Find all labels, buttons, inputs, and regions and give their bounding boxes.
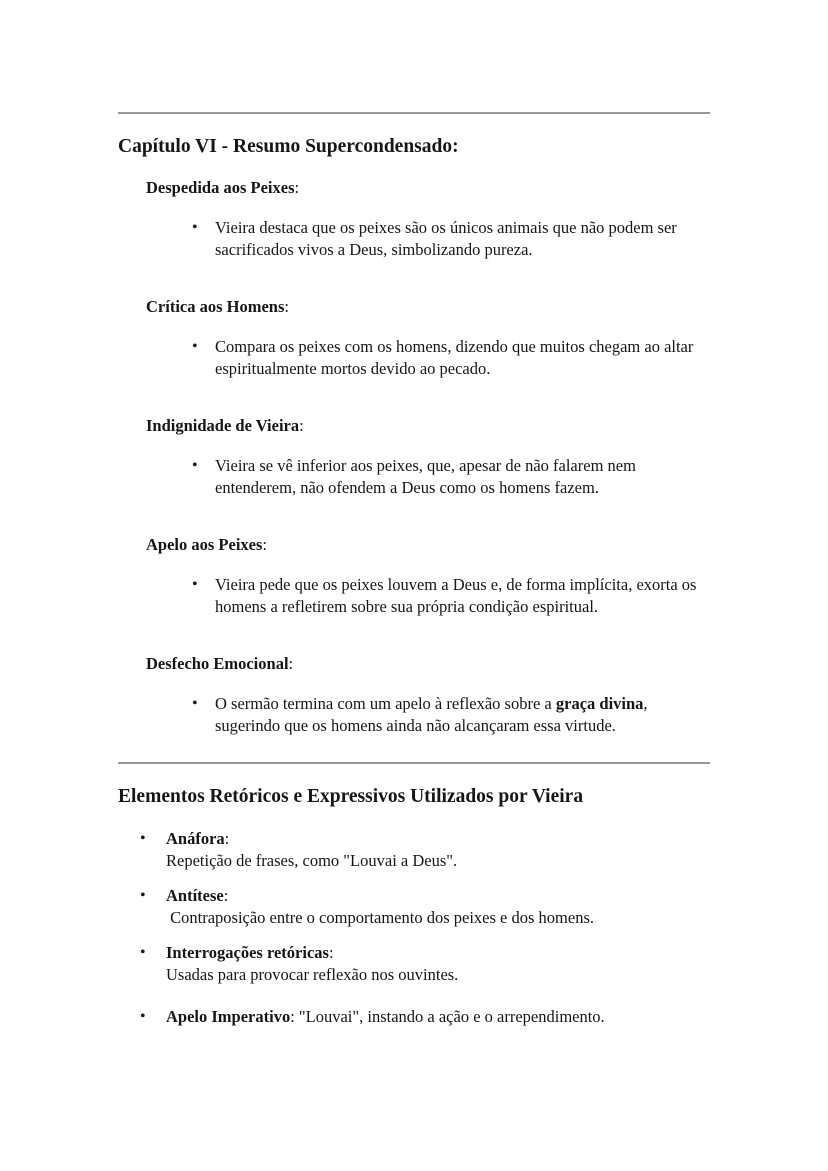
- summary-entry: [118, 415, 710, 498]
- bullet-text-post: , sugerindo que os homens ainda não alcançaram essa virtude.: [215, 694, 648, 735]
- bullet-icon: •: [192, 576, 198, 593]
- rhetoric-separator: : "Louvai", instando a ação e o arrependimento.: [290, 1007, 605, 1026]
- rhetoric-term: Antítese: [166, 886, 224, 905]
- bullet-icon: •: [192, 338, 198, 355]
- rhetoric-description: Contraposição entre o comportamento dos peixes e dos homens.: [166, 908, 594, 927]
- section-title-resumo: Capítulo VI - Resumo Supercondensado:: [118, 136, 459, 157]
- rhetoric-term: Apelo Imperativo: [166, 1007, 291, 1026]
- bullet-icon: •: [192, 219, 198, 236]
- rhetoric-term: Anáfora: [166, 829, 225, 848]
- summary-entry: [118, 177, 710, 260]
- bullet-text-pre: O sermão termina com um apelo à reflexão sobre a: [215, 694, 556, 713]
- bullet-icon: •: [140, 830, 146, 847]
- bullet-text: Vieira se vê inferior aos peixes, que, apesar de não falarem nem entenderem, não ofendem a Deus como os homens fazem.: [215, 456, 636, 497]
- rhetoric-separator: :: [223, 886, 229, 905]
- rhetoric-description: Usadas para provocar reflexão nos ouvintes.: [166, 965, 459, 984]
- entry-heading: [146, 296, 710, 317]
- rhetoric-list: [118, 828, 710, 1028]
- bullet-text: Compara os peixes com os homens, dizendo que muitos chegam ao altar espiritualmente mortos devido ao pecado.: [215, 337, 694, 378]
- summary-entry: [118, 653, 710, 736]
- horizontal-divider-middle: [118, 762, 710, 764]
- entry-heading-colon: :: [262, 535, 267, 554]
- bullet-icon: •: [192, 695, 198, 712]
- rhetoric-separator: :: [328, 943, 334, 962]
- entry-bullet: [192, 574, 712, 617]
- rhetoric-term: Interrogações retóricas: [166, 943, 329, 962]
- entry-heading: [146, 653, 710, 674]
- rhetoric-description: Repetição de frases, como "Louvai a Deus".: [166, 851, 458, 870]
- bullet-text: Vieira pede que os peixes louvem a Deus e, de forma implícita, exorta os homens a refletirem sobre sua própria condição espiritual.: [215, 575, 697, 616]
- bullet-icon: •: [140, 944, 146, 961]
- rhetoric-separator: :: [224, 829, 230, 848]
- entry-heading-text: Despedida aos Peixes: [146, 178, 295, 197]
- bullet-text-bold-phrase: graça divina: [555, 694, 644, 713]
- rhetoric-item-antitese: [140, 885, 686, 929]
- entry-bullet: [192, 693, 712, 736]
- entry-heading-colon: :: [299, 416, 304, 435]
- rhetoric-item-interrogacoes: [140, 942, 686, 986]
- entry-heading-colon: :: [288, 654, 294, 673]
- entry-heading: [146, 534, 710, 555]
- entry-heading-text: Indignidade de Vieira: [146, 416, 300, 435]
- summary-entry: [118, 296, 710, 379]
- summary-entry: [118, 534, 710, 617]
- entry-bullet: [192, 455, 712, 498]
- entry-heading-colon: :: [294, 178, 300, 197]
- entry-heading-text: Crítica aos Homens: [146, 297, 285, 316]
- horizontal-divider-top: [118, 112, 710, 114]
- bullet-icon: •: [192, 457, 198, 474]
- bullet-text: Vieira destaca que os peixes são os únicos animais que não podem ser sacrificados vivos a Deus, simbolizando pureza.: [215, 218, 677, 259]
- entry-bullet: [192, 336, 712, 379]
- rhetoric-item-apelo-imperativo: [140, 1006, 686, 1028]
- bullet-icon: •: [140, 1008, 146, 1025]
- entry-heading: [146, 415, 710, 436]
- entry-bullet: [192, 217, 712, 260]
- rhetoric-item-anafora: [140, 828, 686, 872]
- section-title-elementos: Elementos Retóricos e Expressivos Utilizados por Vieira: [118, 786, 584, 807]
- entry-heading-text: Apelo aos Peixes: [146, 535, 263, 554]
- entry-heading: [146, 177, 710, 198]
- entry-heading-colon: :: [284, 297, 289, 316]
- entry-heading-text: Desfecho Emocional: [146, 654, 289, 673]
- document-content: [118, 0, 710, 1028]
- bullet-icon: •: [140, 887, 146, 904]
